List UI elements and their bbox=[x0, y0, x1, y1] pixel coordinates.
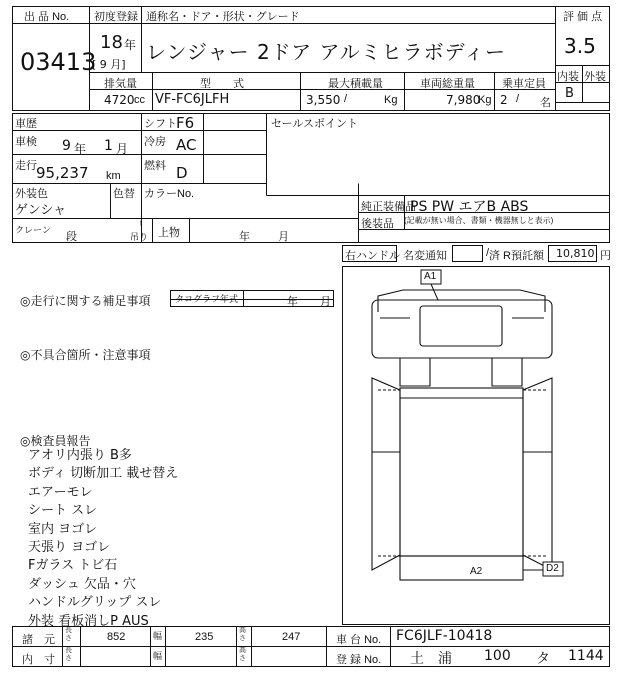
model-code-label: 型 式 bbox=[200, 78, 244, 90]
max-load-value: 3,550 bbox=[306, 93, 341, 107]
dims-label: 諸 元 bbox=[22, 634, 55, 646]
tacho-label: タコグラフ年式 bbox=[175, 294, 239, 304]
right-mirror-area bbox=[492, 358, 522, 386]
tacho-year-unit: 年 bbox=[287, 296, 298, 308]
capacity-unit: 名 bbox=[540, 97, 551, 109]
crane-top-label: 上物 bbox=[158, 227, 180, 239]
capacity-label: 乗車定員 bbox=[502, 78, 546, 90]
model-code-value: VF-FC6JLFH bbox=[155, 92, 230, 107]
inspection-year-unit: 年 bbox=[74, 142, 87, 156]
sales-point-label: セールスポイント bbox=[271, 118, 359, 130]
max-load-slash: / bbox=[344, 93, 348, 105]
lot-number: 03413 bbox=[20, 48, 97, 76]
fuel-label: 燃料 bbox=[144, 160, 166, 172]
interior-width-label: 幅 bbox=[153, 651, 163, 661]
crane-year-unit: 年 bbox=[239, 231, 250, 243]
width-label: 幅 bbox=[153, 631, 163, 641]
color-no-label: カラーNo. bbox=[144, 188, 195, 200]
steering-value: 右ハンドル bbox=[345, 250, 400, 262]
name-change-label: 名変通知 bbox=[403, 250, 447, 262]
shift-label: シフト bbox=[144, 118, 177, 130]
equipment-label: 純正装備品 bbox=[361, 201, 416, 213]
gross-weight-unit: Kg bbox=[478, 94, 492, 106]
interior-length-label: 長さ bbox=[65, 647, 72, 662]
year-suffix: 年 bbox=[124, 38, 137, 52]
height-label: 高さ bbox=[239, 627, 246, 642]
plate-class: 100 bbox=[484, 648, 511, 664]
inspector-note: Fガラス トビ石 bbox=[28, 558, 118, 574]
mark-a2: A2 bbox=[470, 566, 483, 577]
aftermarket-note: (記載が無い場合、書類・機器無しと表示) bbox=[404, 216, 554, 225]
inspector-note: エアーモレ bbox=[28, 484, 93, 500]
inspector-note: 天張り ヨゴレ bbox=[28, 540, 111, 556]
first-reg-label: 初度登録 bbox=[94, 11, 138, 23]
tacho-month-unit: 月 bbox=[320, 296, 331, 308]
width-value: 235 bbox=[195, 631, 214, 643]
shift-value: F6 bbox=[176, 114, 195, 132]
first-reg-year: 18 bbox=[100, 32, 123, 53]
fuel-value: D bbox=[176, 164, 188, 182]
cooling-label: 冷房 bbox=[144, 136, 166, 148]
mileage-label: 走行 bbox=[15, 160, 37, 172]
aftermarket-label: 後装品 bbox=[361, 218, 394, 230]
interior-dims-label: 内 寸 bbox=[22, 654, 55, 666]
inspection-label: 車検 bbox=[15, 136, 37, 148]
length-label: 長さ bbox=[65, 627, 72, 642]
interior-height-label: 高さ bbox=[239, 647, 246, 662]
inspection-month: 1 bbox=[104, 138, 113, 154]
interior-grade-value: B bbox=[565, 86, 574, 101]
defects-label: ◎不具合箇所・注意事項 bbox=[20, 348, 151, 362]
crane-hoist: 吊り bbox=[130, 232, 149, 242]
displacement-value: 4720 bbox=[104, 93, 135, 107]
mark-a1: A1 bbox=[424, 271, 437, 282]
plate-kana: タ bbox=[536, 651, 550, 667]
rear-gate bbox=[400, 556, 523, 580]
inspector-note: シート スレ bbox=[28, 503, 98, 519]
mileage-value: 95,237 bbox=[36, 164, 89, 182]
crane-month-unit: 月 bbox=[278, 231, 289, 243]
max-load-label: 最大積載量 bbox=[328, 78, 383, 90]
inspection-month-unit: 月 bbox=[116, 142, 129, 156]
truck-diagram bbox=[370, 290, 554, 580]
ext-color-value: ゲンシャ bbox=[15, 203, 67, 218]
cooling-value: AC bbox=[176, 136, 197, 154]
score-label: 評 価 点 bbox=[563, 11, 603, 23]
history-label: 車歴 bbox=[15, 118, 37, 130]
mark-d2: D2 bbox=[546, 563, 559, 574]
inspector-note: 室内 ヨゴレ bbox=[28, 521, 98, 537]
plate-region: 土 浦 bbox=[410, 651, 452, 667]
recycle-label: 済 R預託額 bbox=[489, 250, 544, 262]
displacement-label: 排気量 bbox=[104, 78, 137, 90]
color-change-label: 色替 bbox=[113, 188, 135, 200]
mileage-unit: km bbox=[106, 170, 121, 182]
inspector-note: 外装 看板消しP AUS bbox=[28, 613, 149, 629]
capacity-slash: / bbox=[516, 93, 520, 105]
inspection-year: 9 bbox=[62, 138, 71, 154]
score-value: 3.5 bbox=[564, 34, 596, 58]
cargo-bed bbox=[400, 388, 523, 556]
crane-label: クレーン bbox=[15, 225, 51, 235]
plate-number: 1144 bbox=[568, 648, 604, 664]
exterior-grade-label: 外装 bbox=[584, 71, 606, 83]
length-value: 852 bbox=[107, 631, 126, 643]
recycle-amount: 10,810 bbox=[556, 247, 595, 260]
interior-grade-label: 内装 bbox=[557, 71, 579, 83]
cab-outline bbox=[372, 300, 552, 358]
left-mirror-area bbox=[400, 358, 430, 386]
name-change-slash: / bbox=[486, 247, 490, 259]
inspector-notes bbox=[28, 447, 328, 631]
max-load-unit: Kg bbox=[384, 94, 398, 106]
driving-notes-label: ◎走行に関する補足事項 bbox=[20, 294, 151, 308]
inspector-label: ◎検査員報告 bbox=[20, 434, 91, 448]
lot-label: 出 品 No. bbox=[24, 11, 70, 23]
model-name-label: 通称名・ドア・形状・グレード bbox=[146, 11, 300, 23]
crane-stage-unit: 段 bbox=[66, 231, 77, 243]
capacity-value: 2 bbox=[500, 93, 508, 107]
inspector-note: アオリ内張り B多 bbox=[28, 448, 132, 463]
plate-label: 登 録 No. bbox=[336, 654, 382, 666]
ext-color-label: 外装色 bbox=[15, 188, 48, 200]
right-gate bbox=[523, 378, 552, 570]
inspector-note: ダッシュ 欠品・穴 bbox=[28, 576, 136, 592]
equipment-value: PS PW エアB ABS bbox=[410, 199, 529, 215]
model-name: レンジャー 2ドア アルミヒラボディー bbox=[146, 40, 507, 64]
inspector-note: ボディ 切断加工 載せ替え bbox=[28, 466, 179, 482]
rear-right-wheel bbox=[528, 515, 554, 541]
rear-left-wheel bbox=[370, 515, 396, 541]
gross-weight-value: 7,980 bbox=[446, 93, 481, 107]
left-gate bbox=[372, 378, 400, 570]
height-value: 247 bbox=[282, 631, 301, 643]
chassis-label: 車 台 No. bbox=[336, 634, 382, 646]
chassis-no-value: FC6JLF-10418 bbox=[396, 628, 493, 644]
cab-roof bbox=[420, 306, 502, 346]
crane-t: t bbox=[140, 219, 143, 228]
gross-weight-label: 車両総重量 bbox=[420, 78, 475, 90]
recycle-unit: 円 bbox=[600, 250, 611, 262]
cab-front bbox=[378, 290, 545, 312]
first-reg-month: [ 9 月] bbox=[92, 58, 126, 71]
inspector-note: ハンドルグリップ スレ bbox=[28, 595, 162, 611]
displacement-unit: cc bbox=[134, 94, 145, 106]
